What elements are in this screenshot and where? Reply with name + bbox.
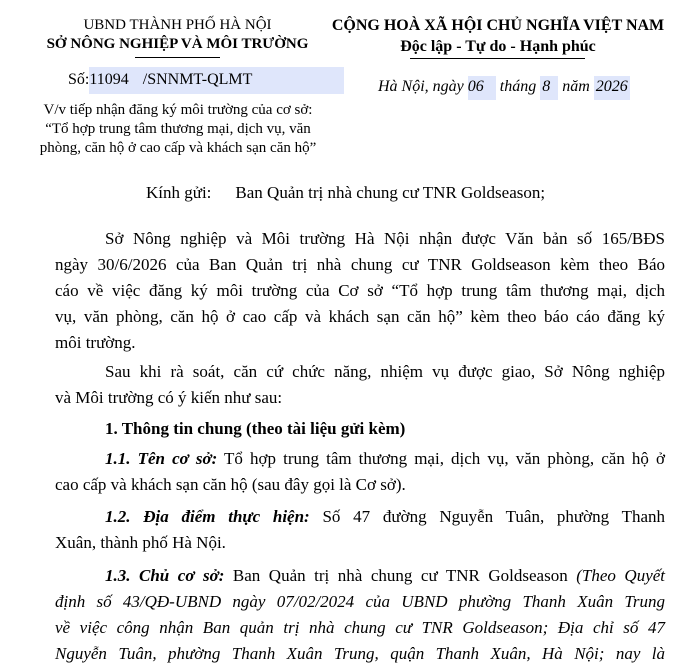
- s13-line-1-italic: (Theo Quyết: [576, 566, 666, 585]
- p1-line-2: ngày 30/6/2026 của Ban Quản trị nhà chung cư TNR Goldseason kèm theo Báo: [55, 255, 665, 274]
- recipient-name: Ban Quản trị nhà chung cư TNR Goldseason;: [235, 183, 546, 202]
- doc-number: [68, 67, 344, 94]
- paragraph-1: [55, 226, 665, 356]
- section-1-2: [55, 504, 665, 556]
- s11-line-1: Tổ hợp trung tâm thương mại, dịch vụ, văn phòng, căn hộ ở: [224, 449, 665, 468]
- subject: [8, 101, 348, 158]
- paragraph-2: [55, 359, 665, 411]
- p2-line-1: Sau khi rà soát, căn cứ chức năng, nhiệm vụ được giao, Sở Nông nghiệp: [105, 362, 665, 381]
- doc-number-field[interactable]: [89, 67, 344, 94]
- date-year-label: năm: [562, 78, 590, 95]
- s13-line-4: Nguyễn Tuân, phường Thanh Xuân Trung, quận Thanh Xuân, Hà Nội; nay là: [55, 644, 665, 663]
- s11-label: 1.1. Tên cơ sở:: [105, 449, 218, 468]
- org-underline: [135, 57, 220, 58]
- p1-line-4: vụ, văn phòng, căn hộ ở cao cấp và khách sạn căn hộ” kèm theo báo cáo đăng ký: [55, 307, 665, 326]
- s12-line-1: Số 47 đường Nguyễn Tuân, phường Thanh: [322, 507, 665, 526]
- recipient: [146, 183, 545, 203]
- section-1-3: [55, 563, 665, 667]
- subject-line-1: V/v tiếp nhận đăng ký môi trường của cơ sở:: [43, 102, 313, 118]
- p1-line-1: Sở Nông nghiệp và Môi trường Hà Nội nhận được Văn bản số 165/BĐS: [105, 229, 665, 248]
- section-1-title: 1. Thông tin chung (theo tài liệu gửi kèm): [105, 419, 406, 438]
- date-month-label: tháng: [499, 78, 537, 95]
- date-year: 2026: [595, 78, 628, 95]
- p1-line-3: cáo về việc đăng ký môi trường của Cơ sở “Tổ hợp trung tâm thương mại, dịch: [55, 281, 665, 300]
- section-1-1: [55, 446, 665, 498]
- s13-line-1: Ban Quản trị nhà chung cư TNR Goldseason: [232, 566, 568, 585]
- date-month: 8: [542, 78, 551, 95]
- s11-line-2: cao cấp và khách sạn căn hộ (sau đây gọi là Cơ sở).: [55, 475, 406, 494]
- org-parent: UBND THÀNH PHỐ HÀ NỘI: [83, 17, 272, 33]
- s13-label: 1.3. Chủ cơ sở:: [105, 566, 225, 585]
- date-day-field[interactable]: [468, 76, 496, 100]
- doc-date: [378, 76, 630, 100]
- p2-line-2: và Môi trường có ý kiến như sau:: [55, 388, 283, 407]
- subject-line-2: “Tổ hợp trung tâm thương mại, dịch vụ, văn: [45, 121, 311, 137]
- s12-label: 1.2. Địa điểm thực hiện:: [105, 507, 310, 526]
- nation-motto: Độc lập - Tự do - Hạnh phúc: [400, 38, 596, 55]
- p1-line-5: môi trường.: [55, 333, 136, 352]
- date-prefix: Hà Nội, ngày: [378, 78, 464, 95]
- recipient-label: Kính gửi:: [146, 183, 212, 202]
- s12-line-2: Xuân, thành phố Hà Nội.: [55, 533, 226, 552]
- s13-line-2: định số 43/QĐ-UBND ngày 07/02/2024 của UBND phường Thanh Xuân Trung: [55, 592, 665, 611]
- motto-underline: [410, 58, 585, 59]
- doc-number-value: 11094: [89, 71, 129, 88]
- doc-number-label: Số:: [68, 71, 90, 88]
- subject-line-3: phòng, căn hộ ở cao cấp và khách sạn căn hộ”: [39, 140, 317, 156]
- nation-title: CỘNG HOÀ XÃ HỘI CHỦ NGHĨA VIỆT NAM: [331, 17, 665, 34]
- date-day: 06: [467, 78, 484, 95]
- org-name: SỞ NÔNG NGHIỆP VÀ MÔI TRƯỜNG: [46, 36, 309, 52]
- s13-line-3: về việc công nhận Ban quản trị nhà chung cư TNR Goldseason; Địa chỉ số 47: [55, 618, 665, 637]
- date-year-field[interactable]: [594, 76, 630, 100]
- date-month-field[interactable]: [540, 76, 558, 100]
- doc-number-suffix: /SNNMT-QLMT: [142, 71, 253, 88]
